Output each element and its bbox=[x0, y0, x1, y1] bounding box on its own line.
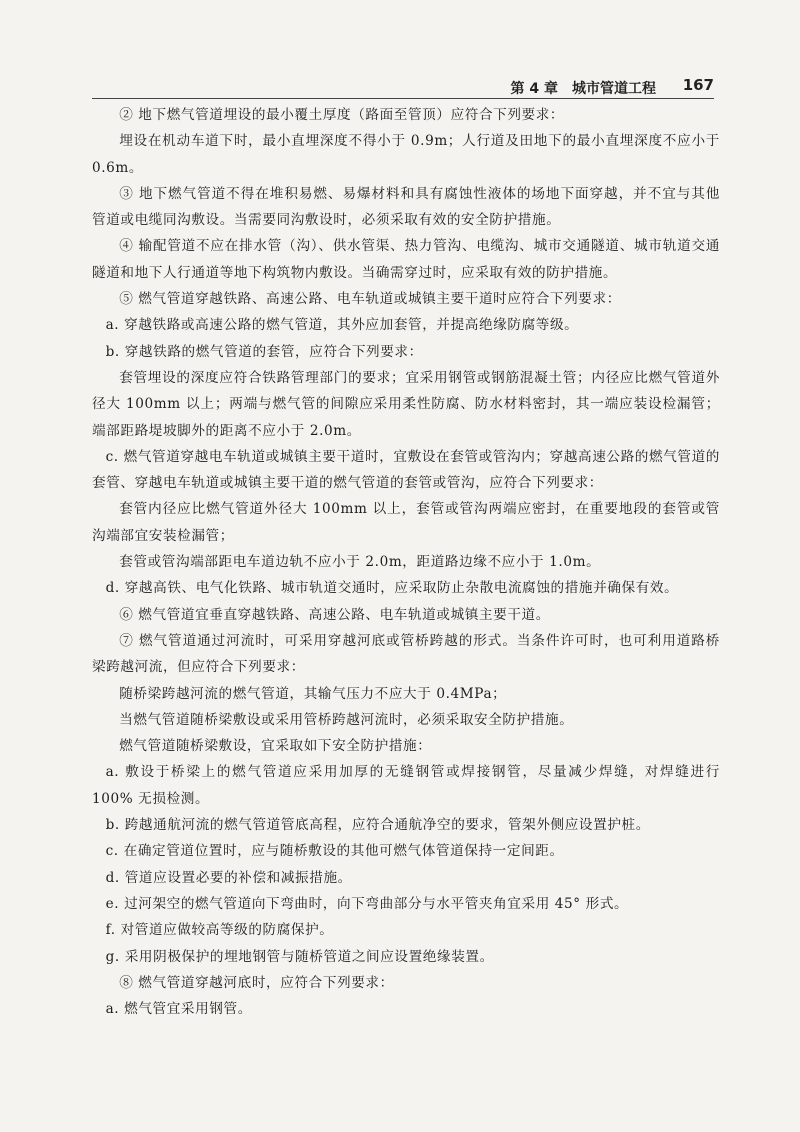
paragraph: d. 管道应设置必要的补偿和减振措施。 bbox=[105, 869, 352, 886]
paragraph: 燃气管道随桥梁敷设，宜采取如下安全防护措施： bbox=[119, 738, 432, 755]
paragraph: ④ 输配管道不应在排水管（沟）、供水管渠、热力管沟、电缆沟、城市交通隧道、城市轨道交通隧道和地下人行通道等地下构筑物内敷设。当确需穿过时，应采取有效的防护措施。 bbox=[92, 238, 720, 281]
paragraph: 当燃气管道随桥梁敷设或采用管桥跨越河流时，必须采取安全防护措施。 bbox=[119, 711, 574, 728]
paragraph: ⑧ 燃气管道穿越河底时，应符合下列要求： bbox=[119, 974, 394, 991]
paragraph: 套管内径应比燃气管道外径大 100mm 以上，套管或管沟两端应密封，在重要地段的套管或管沟端部宜安装检漏管； bbox=[92, 501, 720, 544]
paragraph: ② 地下燃气管道埋设的最小覆土厚度（路面至管顶）应符合下列要求： bbox=[119, 107, 565, 123]
paragraph: d. 穿越高铁、电气化铁路、城市轨道交通时，应采取防止杂散电流腐蚀的措施并确保有效。 bbox=[105, 580, 679, 597]
paragraph: 套管或管沟端部距电车道边轨不应小于 2.0m，距道路边缘不应小于 1.0m。 bbox=[119, 554, 601, 571]
paragraph: a. 燃气管宜采用钢管。 bbox=[105, 1001, 252, 1018]
paragraph: e. 过河架空的燃气管道向下弯曲时，向下弯曲部分与水平管夹角宜采用 45° 形式。 bbox=[105, 895, 629, 912]
paragraph: g. 采用阴极保护的埋地钢管与随桥管道之间应设置绝缘装置。 bbox=[105, 948, 494, 965]
paragraph: f. 对管道应做较高等级的防腐保护。 bbox=[105, 922, 334, 939]
paragraph: 套管埋设的深度应符合铁路管理部门的要求；宜采用钢管或钢筋混凝土管；内径应比燃气管道外径大 100mm 以上；两端与燃气管的间隙应采用柔性防腐、防水材料密封，其一端应装设检漏管；端部距路堤坡脚外的距离不应小于 2.0m。 bbox=[92, 369, 720, 439]
paragraph: b. 跨越通航河流的燃气管道管底高程，应符合通航净空的要求，管架外侧应设置护桩。 bbox=[105, 817, 650, 834]
paragraph: a. 敷设于桥梁上的燃气管道应采用加厚的无缝钢管或焊接钢管，尽量减少焊缝，对焊缝进行 100% 无损检测。 bbox=[92, 764, 720, 807]
paragraph: 埋设在机动车道下时，最小直埋深度不得小于 0.9m；人行道及田地下的最小直埋深度不应小于 0.6m。 bbox=[92, 133, 720, 176]
paragraph: c. 燃气管道穿越电车轨道或城镇主要干道时，宜敷设在套管或管沟内；穿越高速公路的燃气管道的套管、穿越电车轨道或城镇主要干道的燃气管道的套管或管沟，应符合下列要求： bbox=[92, 448, 720, 492]
paragraph: b. 穿越铁路的燃气管道的套管，应符合下列要求： bbox=[105, 343, 423, 360]
running-header bbox=[92, 70, 714, 99]
page-number: 167 bbox=[682, 76, 714, 94]
paragraph: a. 穿越铁路或高速公路的燃气管道，其外应加套管，并提高绝缘防腐等级。 bbox=[105, 317, 579, 334]
paragraph: ⑥ 燃气管道宜垂直穿越铁路、高速公路、电车轨道或城镇主要干道。 bbox=[119, 606, 550, 623]
chapter-title: 第 4 章 城市管道工程 bbox=[510, 81, 656, 97]
paragraph: ③ 地下燃气管道不得在堆积易燃、易爆材料和具有腐蚀性液体的场地下面穿越，并不宜与其他管道或电缆同沟敷设。当需要同沟敷设时，必须采取有效的安全防护措施。 bbox=[92, 185, 720, 229]
body-text bbox=[92, 102, 720, 1022]
paragraph: c. 在确定管道位置时，应与随桥敷设的其他可燃气体管道保持一定间距。 bbox=[105, 843, 564, 860]
paragraph: ⑤ 燃气管道穿越铁路、高速公路、电车轨道或城镇主要干道时应符合下列要求： bbox=[119, 291, 621, 308]
paragraph: ⑦ 燃气管道通过河流时，可采用穿越河底或管桥跨越的形式。当条件许可时，也可利用道路桥梁跨越河流，但应符合下列要求： bbox=[92, 632, 720, 676]
paragraph: 随桥梁跨越河流的燃气管道，其输气压力不应大于 0.4MPa； bbox=[119, 685, 507, 702]
